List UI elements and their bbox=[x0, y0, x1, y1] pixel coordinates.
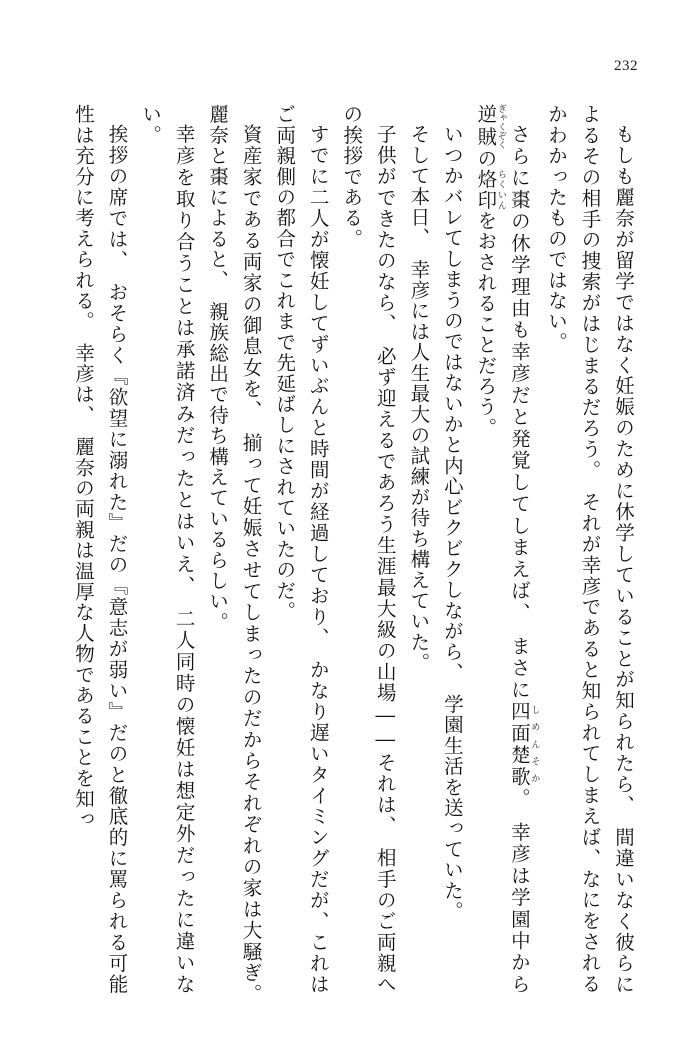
paragraph: 資産家である両家の御息女を、 揃って妊娠させてしまったのだからそれぞれの家は大騒ぎ。 麗奈と棗によると、 親族総出で待ち構えているらしい。 bbox=[206, 104, 263, 1015]
page-body-text bbox=[60, 104, 640, 1015]
ruby-annotation: 烙印らくいん bbox=[474, 168, 506, 211]
paragraph: 子供ができたのなら、 必ず迎えるであろう生涯最大級の山場――それは、 相手のご両親への挨拶である。 bbox=[340, 104, 397, 994]
paragraph: 幸彦を取り合うことは承諾済みだったとはいえ、 二人同時の懐妊は想定外だったに違いない。 bbox=[139, 104, 196, 994]
paragraph: もしも麗奈が留学ではなく妊娠のために休学していることが知られたら、 間違いなく彼らによるその相手の捜索がはじまるだろう。 それが幸彦であると知られてしまえば、なにをされるかわかったものではない。 bbox=[544, 104, 635, 994]
paragraph: すでに二人が懐妊してずいぶんと時間が経過しており、 かなり遅いタイミングだが、これはご両親側の都合でこれまで先延ばしにされていたのだ。 bbox=[273, 104, 330, 994]
ruby-annotation: 逆賊ぎゃくぞく bbox=[474, 104, 506, 149]
page-number: 232 bbox=[614, 58, 638, 74]
paragraph: 挨拶の席では、 おそらく『欲望に溺れた』だの『意志が弱い』だのと徹底的に罵られる可能性は充分に考えられる。 幸彦は、 麗奈の両親は温厚な人物であることを知っ bbox=[72, 104, 129, 994]
paragraph: そして本日、 幸彦には人生最大の試練が待ち構えていた。 bbox=[407, 123, 431, 673]
ruby-annotation: 四面楚歌しめんそか bbox=[507, 700, 540, 788]
paragraph: いつかバレてしまうのではないかと内心ビクビクしながら、 学園生活を送っていた。 bbox=[440, 123, 464, 922]
paragraph: さらに棗の休学理由も幸彦だと発覚してしまえば、 まさに四面楚歌しめんそか。 幸彦は学園中から逆賊ぎゃくぞくの烙印らくいんをおされることだろう。 bbox=[474, 104, 540, 994]
